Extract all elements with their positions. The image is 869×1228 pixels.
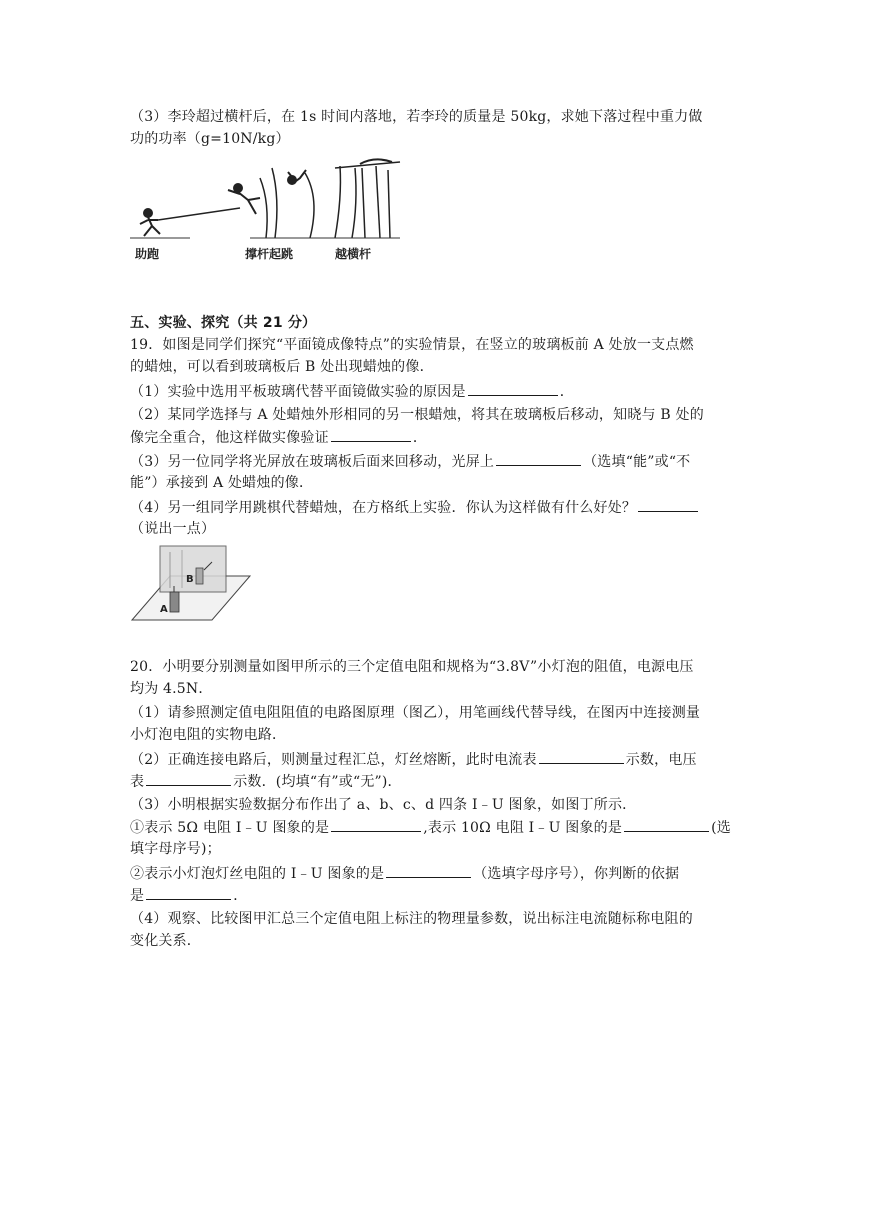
answer-blank[interactable] xyxy=(146,884,231,900)
crossbar-poles xyxy=(272,162,400,238)
q19-p4-text: （4）另一组同学用跳棋代替蜡烛，在方格纸上实验．你认为这样做有什么好处？ xyxy=(130,500,637,516)
q20-p3a-text: ①表示 5Ω 电阻 I﹣U 图象的是 xyxy=(130,820,330,836)
q19-p4-line2: （说出一点） xyxy=(130,521,216,537)
q20-p3a-after: (选 xyxy=(711,820,731,836)
q19-p4-line1 xyxy=(130,496,740,519)
q19-p2-text: 像完全重合，他这样做实像验证 xyxy=(130,430,329,446)
q20-p1-line1: （1）请参照测定值电阻阻值的电路图原理（图乙），用笔画线代替导线，在图丙中连接测量 xyxy=(130,705,701,721)
plane-mirror-figure xyxy=(130,544,252,624)
q19-p1-after: ． xyxy=(559,384,574,400)
q19-p3-text: （3）另一位同学将光屏放在玻璃板后面来回移动，光屏上 xyxy=(130,454,495,470)
answer-blank[interactable] xyxy=(331,816,421,832)
section5-title: 五、实验、探究（共 21 分） xyxy=(130,315,317,331)
q18-part3-line1: （3）李玲超过横杆后，在 1s 时间内落地，若李玲的质量是 50kg，求她下落过程中重力做 xyxy=(130,109,703,125)
answer-blank[interactable] xyxy=(624,816,709,832)
q20-p2-text: （2）正确连接电路后，则测量过程汇总，灯丝熔断，此时电流表 xyxy=(130,752,537,768)
fig-label-b: B xyxy=(186,574,194,585)
q19-p3-line1 xyxy=(130,450,740,473)
fig-label-cross: 越横杆 xyxy=(335,247,372,261)
q20-p3a-mid: ,表示 10Ω 电阻 I﹣U 图象的是 xyxy=(423,820,623,836)
q20-p3b-line2-text: 是 xyxy=(130,888,145,904)
q20-p3a-line2: 填字母序号)； xyxy=(130,841,221,857)
fig-label-takeoff: 撑杆起跳 xyxy=(245,247,294,261)
q20-p3b-after: （选填字母序号），你判断的依据 xyxy=(473,866,680,882)
q19-p3-after: （选填“能”或“不 xyxy=(583,454,691,470)
answer-blank[interactable] xyxy=(468,380,558,396)
runner-figure xyxy=(140,209,160,236)
q19-p3-line2: 能”）承接到 A 处蜡烛的像． xyxy=(130,475,314,491)
answer-blank[interactable] xyxy=(539,748,624,764)
q19-p2-line1: （2）某同学选择与 A 处蜡烛外形相同的另一根蜡烛，将其在玻璃板后移动，知晓与 B 处的 xyxy=(130,407,704,423)
q20-p1-line2: 小灯泡电阻的实物电路． xyxy=(130,727,287,743)
vaulter-takeoff-figure xyxy=(228,178,267,238)
q20-p2-line1 xyxy=(130,748,740,771)
q20-line1: 20．小明要分别测量如图甲所示的三个定值电阻和规格为“3.8V”小灯泡的阻值，电源电压 xyxy=(130,659,694,675)
q20-p2-line2-text: 表 xyxy=(130,774,145,790)
q19-line2: 的蜡烛，可以看到玻璃板后 B 处出现蜡烛的像． xyxy=(130,359,434,375)
fig-label-a: A xyxy=(160,604,168,615)
q20-p2-line2 xyxy=(130,770,740,793)
q19-p1-text: （1）实验中选用平板玻璃代替平面镜做实验的原因是 xyxy=(130,384,466,400)
q19-p2-after: ． xyxy=(412,430,428,446)
answer-blank[interactable] xyxy=(496,450,581,466)
q20-p3b-text: ②表示小灯泡灯丝电阻的 I﹣U 图象的是 xyxy=(130,866,385,882)
answer-blank[interactable] xyxy=(638,496,698,512)
q20-p3a-line1 xyxy=(130,816,740,839)
q20-p3b-line1 xyxy=(130,862,740,885)
q18-part3-line2: 功的功率（g=10N/kg） xyxy=(130,131,290,147)
answer-blank[interactable] xyxy=(331,426,411,442)
q20-line2: 均为 4.5N． xyxy=(130,681,213,697)
q19-line1: 19．如图是同学们探究“平面镜成像特点”的实验情景，在竖立的玻璃板前 A 处放一支点燃 xyxy=(130,337,694,353)
q19-p2-line2 xyxy=(130,426,740,449)
q19-p1 xyxy=(130,380,740,403)
q20-p4-line2: 变化关系． xyxy=(130,933,201,949)
q20-p3b-line2 xyxy=(130,884,740,907)
q20-p2-line2-after: 示数．(均填“有”或“无”)． xyxy=(233,774,402,790)
fig-label-run: 助跑 xyxy=(135,247,160,261)
answer-blank[interactable] xyxy=(146,770,231,786)
answer-blank[interactable] xyxy=(386,862,471,878)
q20-p3-line1: （3）小明根据实验数据分布作出了 a、b、c、d 四条 I﹣U 图象，如图丁所示． xyxy=(130,797,637,813)
q20-p3b-line2-after: ． xyxy=(233,888,248,904)
q20-p4-line1: （4）观察、比较图甲汇总三个定值电阻上标注的物理量参数，说出标注电流随标称电阻的 xyxy=(130,911,693,927)
q20-p2-after: 示数，电压 xyxy=(625,752,697,768)
pole-vault-figure xyxy=(130,158,410,266)
